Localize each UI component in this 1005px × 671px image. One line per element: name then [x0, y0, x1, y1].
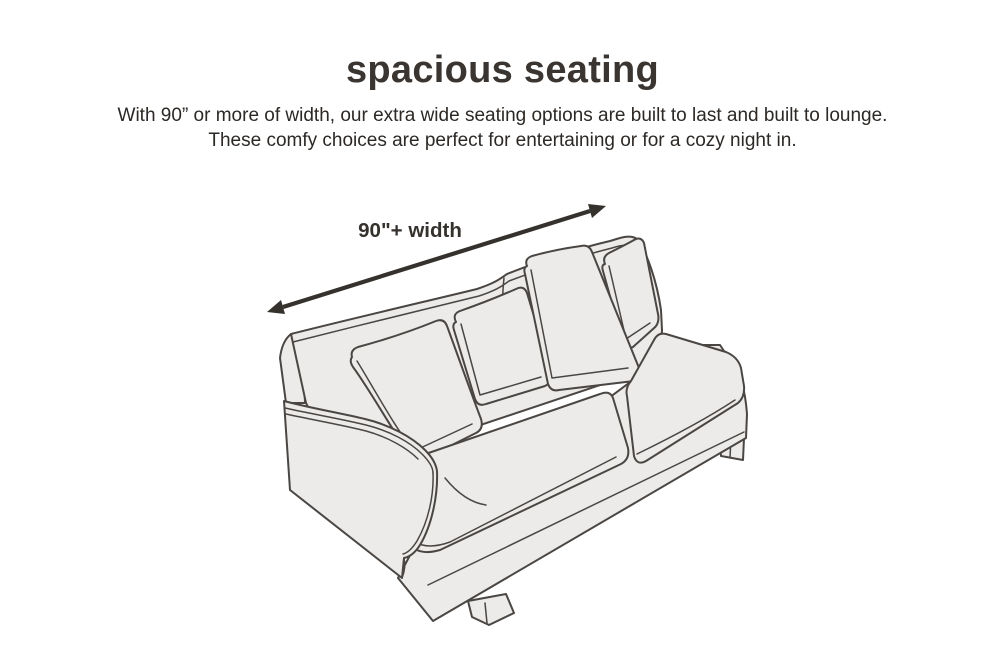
arrow-head-right	[588, 204, 606, 218]
description-line-2: These comfy choices are perfect for entertaining or for a cozy night in.	[208, 130, 797, 151]
dimension-label: 90"+ width	[358, 219, 462, 242]
arrow-head-left	[267, 300, 285, 314]
description-line-1: With 90” or more of width, our extra wide seating options are built to last and built to lounge.	[117, 105, 888, 126]
page-title: spacious seating	[345, 49, 660, 91]
front-foot	[468, 594, 514, 625]
sofa-illustration	[280, 237, 747, 625]
